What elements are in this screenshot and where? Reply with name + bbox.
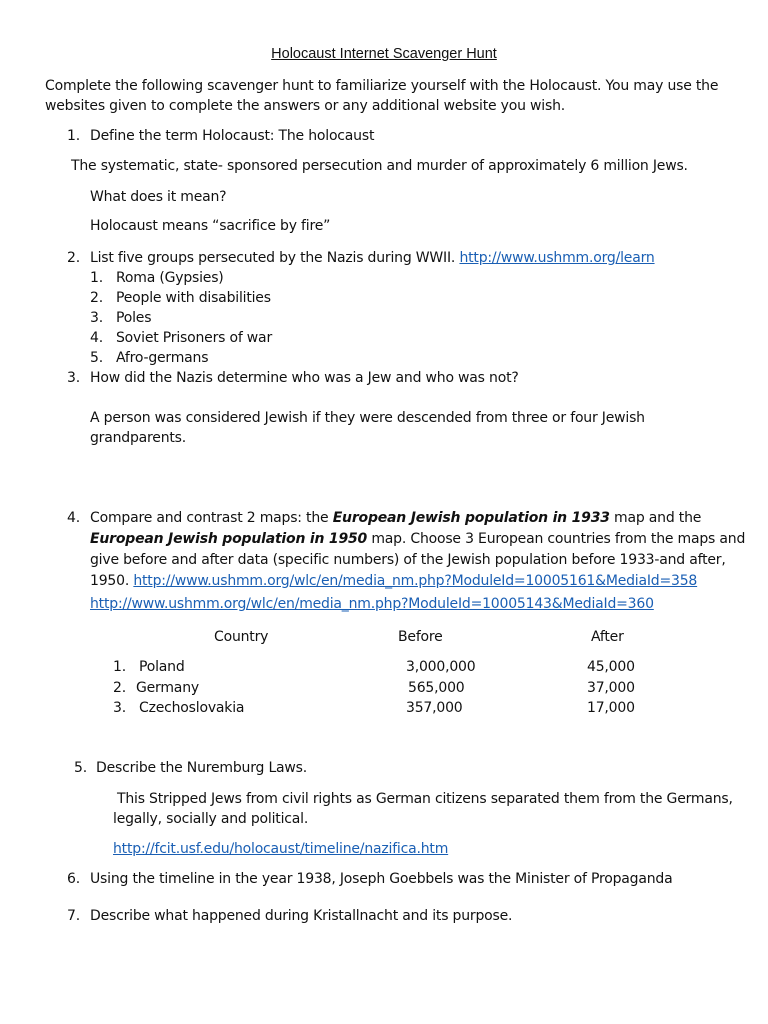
q4-link-line: [90, 594, 654, 614]
list-item: Poles: [116, 310, 152, 326]
list-item-number: 3.: [90, 310, 103, 326]
list-item: People with disabilities: [116, 290, 271, 306]
q7-number: 7.: [67, 908, 80, 924]
q6-number: 6.: [67, 871, 80, 887]
q5-link[interactable]: http://fcit.usf.edu/holocaust/timeline/nazifica.htm: [113, 841, 449, 857]
map-1933-title: European Jewish population in 1933: [332, 510, 610, 526]
q4-line-1: [90, 508, 701, 528]
table-cell-country: Poland: [139, 659, 185, 675]
table-cell-before: 357,000: [406, 700, 463, 716]
q4-line-4: [90, 571, 697, 591]
q1-sub-question: What does it mean?: [90, 189, 227, 205]
table-cell-after: 45,000: [587, 659, 635, 675]
list-item-number: 5.: [90, 350, 103, 366]
q4-link-1950[interactable]: http://www.ushmm.org/wlc/en/media_nm.php?ModuleId=10005143&MediaId=360: [90, 596, 654, 612]
q7-question: Describe what happened during Kristallnacht and its purpose.: [90, 908, 513, 924]
q2-question: List five groups persecuted by the Nazis during WWII.: [90, 250, 456, 266]
q5-question: Describe the Nuremburg Laws.: [96, 760, 308, 776]
table-row-number: 3.: [113, 700, 126, 716]
q4-text: 1950.: [90, 573, 134, 589]
intro-line-2: websites given to complete the answers or any additional website you wish.: [45, 98, 566, 114]
table-header-country: Country: [214, 629, 269, 645]
list-item-number: 4.: [90, 330, 103, 346]
q4-text: Compare and contrast 2 maps: the: [90, 510, 333, 526]
list-item: Afro-germans: [116, 350, 209, 366]
table-cell-after: 37,000: [587, 680, 635, 696]
q3-question: How did the Nazis determine who was a Jew and who was not?: [90, 370, 519, 386]
table-cell-before: 565,000: [408, 680, 465, 696]
list-item: Soviet Prisoners of war: [116, 330, 272, 346]
q2-link[interactable]: http://www.ushmm.org/learn: [459, 250, 655, 266]
q5-answer-line-2: legally, socially and political.: [113, 811, 309, 827]
q4-link-1933[interactable]: http://www.ushmm.org/wlc/en/media_nm.php?ModuleId=10005161&MediaId=358: [133, 573, 698, 589]
q5-link-line: [113, 839, 448, 859]
q3-answer-line-1: A person was considered Jewish if they were descended from three or four Jewish: [90, 410, 645, 426]
table-cell-before: 3,000,000: [406, 659, 476, 675]
q5-number: 5.: [74, 760, 87, 776]
page-title: Holocaust Internet Scavenger Hunt: [271, 46, 497, 62]
q4-text: map and the: [609, 510, 702, 526]
map-1950-title: European Jewish population in 1950: [90, 531, 368, 547]
q6-question: Using the timeline in the year 1938, Joseph Goebbels was the Minister of Propaganda: [90, 871, 673, 887]
list-item-number: 2.: [90, 290, 103, 306]
q1-number: 1.: [67, 128, 80, 144]
table-header-before: Before: [398, 629, 443, 645]
q4-line-3: give before and after data (specific numbers) of the Jewish population before 1933-and after,: [90, 552, 726, 568]
list-item: Roma (Gypsies): [116, 270, 224, 286]
q2-question-line: [90, 248, 655, 268]
table-row-number: 1.: [113, 659, 126, 675]
q3-answer-line-2: grandparents.: [90, 430, 187, 446]
q3-number: 3.: [67, 370, 80, 386]
q5-answer-line-1: This Stripped Jews from civil rights as German citizens separated them from the Germans,: [117, 791, 733, 807]
intro-line-1: Complete the following scavenger hunt to familiarize yourself with the Holocaust. You may use the: [45, 78, 719, 94]
list-item-number: 1.: [90, 270, 103, 286]
q4-number: 4.: [67, 510, 80, 526]
q1-answer: The systematic, state- sponsored persecution and murder of approximately 6 million Jews.: [71, 158, 688, 174]
table-row-number: 2.: [113, 680, 126, 696]
q1-sub-answer: Holocaust means “sacrifice by fire”: [90, 218, 331, 234]
q2-number: 2.: [67, 250, 80, 266]
table-cell-after: 17,000: [587, 700, 635, 716]
q4-text: map. Choose 3 European countries from the maps and: [367, 531, 746, 547]
table-header-after: After: [591, 629, 624, 645]
q1-question: Define the term Holocaust: The holocaust: [90, 128, 375, 144]
table-cell-country: Czechoslovakia: [139, 700, 245, 716]
table-cell-country: Germany: [136, 680, 199, 696]
q4-line-2: [90, 529, 745, 549]
